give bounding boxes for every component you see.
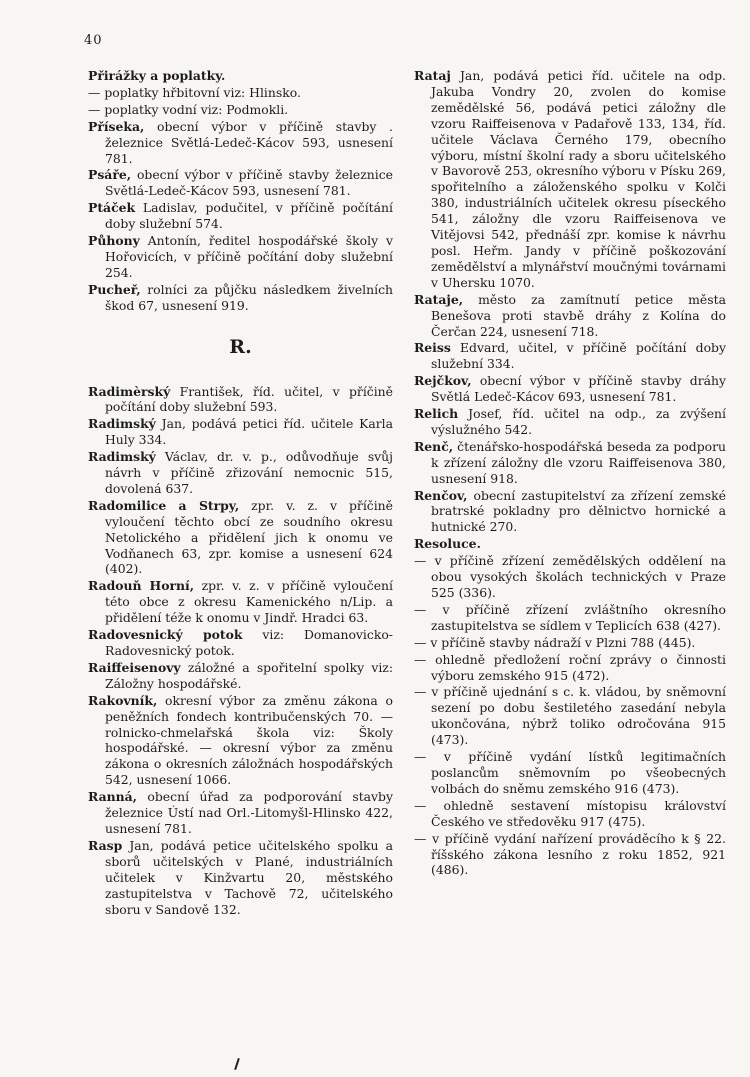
entries-r-right <box>414 68 726 878</box>
index-entry <box>414 439 726 487</box>
entry-heading: Příseka, <box>88 118 145 134</box>
index-entry <box>414 602 726 634</box>
entry-text: — v příčině stavby nádraží v Plzni 788 (445). <box>414 634 696 650</box>
index-entry <box>88 282 393 314</box>
entry-heading: Renčov, <box>414 487 468 503</box>
entry-heading: Rasp <box>88 837 123 853</box>
page-number: 40 <box>84 33 103 48</box>
index-entry <box>414 652 726 684</box>
entry-text: obecní úřad za podporování stavby železnice Ústí nad Orl.-Litomyšl-Hlinsko 422, usnesení 781. <box>105 789 393 836</box>
index-entry <box>88 693 393 788</box>
entries-p <box>88 68 393 314</box>
index-entry <box>88 416 393 448</box>
entry-heading: Ranná, <box>88 789 137 805</box>
entry-heading: Pucheř, <box>88 281 141 297</box>
index-entry <box>414 798 726 830</box>
entries-r-left <box>88 384 393 918</box>
entry-text: rolníci za půjčku následkem živelních škod 67, usnesení 919. <box>105 281 393 313</box>
entry-text: — v příčině vydání nařízení prováděcího k § 22. říšského zákona lesního z roku 1852, 921 (486). <box>414 830 726 878</box>
left-column <box>88 68 393 918</box>
index-entry <box>88 102 393 118</box>
entry-heading: Radimèrský <box>88 383 171 399</box>
entry-text: Jan, podává petici říd. učitele Karla Huly 334. <box>105 416 393 448</box>
entry-text: obecní výbor v příčině stavby dráhy Světlá Ledeč-Kácov 693, usnesení 781. <box>431 373 726 405</box>
index-entry <box>414 488 726 536</box>
index-entry <box>88 200 393 232</box>
entry-heading: Radovesnický potok <box>88 627 243 643</box>
entry-heading: Rataje, <box>414 291 464 307</box>
entry-heading: Raiffeisenovy <box>88 659 181 675</box>
entry-heading: Renč, <box>414 438 454 454</box>
entry-text: Josef, říd. učitel na odp., za zvýšení výslužného 542. <box>431 406 726 437</box>
entry-text: — v příčině zřízení zemědělských oddělení na obou vysokých školách technických v Praze 525 (336). <box>414 553 726 600</box>
entry-text: — v příčině zřízení zvláštního okresního zastupitelstva se sídlem v Teplicích 638 (427). <box>414 601 726 633</box>
index-entry <box>414 831 726 879</box>
index-entry <box>414 684 726 748</box>
entry-heading: Radimský <box>88 449 156 465</box>
index-entry <box>414 340 726 372</box>
entry-text: město za zamítnutí petice města Benešova proti stavbě dráhy z Kolína do Čerčan 224, usnesení 718. <box>431 291 726 339</box>
entry-heading: Rejčkov, <box>414 373 472 389</box>
entry-text: — v příčině vydání lístků legitimačních poslancům sněmovním po všeobecných volbách do sněmu zemského 916 (473). <box>414 749 726 796</box>
entry-text: František, říd. učitel, v příčině počítání doby služební 593. <box>105 383 393 415</box>
entry-heading: Půhony <box>88 233 140 249</box>
entry-heading: Rakovník, <box>88 692 158 708</box>
entry-text: — poplatky hřbitovní viz: Hlinsko. <box>88 84 301 100</box>
stray-ink-mark <box>234 1058 240 1070</box>
entry-text: — ohledně sestavení místopisu království Českého ve středověku 917 (475). <box>414 797 726 829</box>
entry-text: okresní výbor za změnu zákona o peněžních fondech kontribučenských 70. — rolnicko-chmelařská škola viz: Školy hospodářské. — okresní výbor za změnu zákona o okresních záložnách hospodářských 542, usnesení 1066. <box>105 692 393 788</box>
entry-text: Václav, dr. v. p., odůvodňuje svůj návrh v příčině zřizování nemocnic 515, dovolená 637. <box>105 449 393 496</box>
entry-heading: Psáře, <box>88 167 132 183</box>
entry-text: — ohledně předložení roční zprávy o činnosti výboru zemského 915 (472). <box>414 651 726 683</box>
index-entry <box>414 536 726 552</box>
entry-heading: Ptáček <box>88 200 136 216</box>
section-letter: R. <box>229 335 252 358</box>
index-entry <box>414 749 726 797</box>
entry-text: — poplatky vodní viz: Podmokli. <box>88 101 289 117</box>
index-entry <box>88 660 393 692</box>
entry-text: — v příčině ujednání s c. k. vládou, by sněmovní sezení po dobu šestiletého zasedání nebyla ukončována, nýbrž toliko odročována 915 (473). <box>414 684 726 748</box>
index-entry <box>414 292 726 340</box>
entry-heading: Relich <box>414 406 459 422</box>
entry-text: Ladislav, podučitel, v příčině počítání doby služební 574. <box>105 200 393 232</box>
entry-text: Jan, podává petici říd. učitele na odp. Jakuba Vondry 20, zvolen do komise zemědělské 56, podává petici záložny dle vzoru Raiffeisenova v Padařově 133, 134, říd. učitele Václava Černého 179, obecního výboru, místní školní rady a sboru učitelského v Bavorově 253, okresního výboru v Písku 269, spořitelního a záloženského spolku v Kolči 380, industriálních učitelek okresu píseckého 541, záložny dle vzoru Raiffeisenova ve Vitějovsi 542, přednáší zpr. komise k návrhu posl. Heřm. Jandy v příčině poškozování zemědělství a mlynářství moučnými továrnami v Uhersku 1070. <box>431 68 726 290</box>
index-entry <box>88 498 393 578</box>
entry-text: čtenářsko-hospodářská beseda za podporu k zřízení záložny dle vzoru Raiffeisenova 380, usnesení 918. <box>431 438 726 486</box>
index-entry <box>88 167 393 199</box>
index-entry <box>414 373 726 405</box>
index-entry <box>88 627 393 659</box>
entry-text: obecní zastupitelství za zřízení zemské bratrské pokladny pro dělnictvo hornické a hutnické 270. <box>431 487 726 535</box>
entry-heading: Rataj <box>414 68 451 83</box>
entry-text: zpr. v. z. v příčině vyloučení těchto obcí ze soudního okresu Netolického a přidělení jich k onomu ve Vodňanech 63, zpr. komise a usnesení 624 (402). <box>105 497 393 577</box>
index-entry <box>88 384 393 416</box>
entry-text: Antonín, ředitel hospodářské školy v Hořovicích, v příčině počítání doby služební 254. <box>105 233 393 280</box>
entry-heading: Reiss <box>414 340 451 356</box>
entry-text: Edvard, učitel, v příčině počítání doby služební 334. <box>431 340 726 372</box>
index-entry <box>88 68 393 84</box>
entry-text: viz: Domanovicko-Radovesnický potok. <box>105 627 393 658</box>
index-entry <box>414 406 726 438</box>
entry-text: obecní výbor v příčině stavby železnice Světlá-Ledeč-Kácov 593, usnesení 781. <box>105 167 393 199</box>
index-entry <box>88 449 393 497</box>
index-entry <box>88 789 393 837</box>
index-entry <box>88 838 393 918</box>
entry-heading: Radouň Horní, <box>88 578 195 594</box>
right-column <box>414 68 726 879</box>
entry-text: obecní výbor v příčině stavby . železnice Světlá-Ledeč-Kácov 593, usnesení 781. <box>105 118 393 166</box>
entry-text: Jan, podává petice učitelského spolku a sborů učitelských v Plané, industriálních učitelek v Kinžvartu 20, městského zastupitelstva v Tachově 72, učitelského sboru v Sandově 132. <box>105 837 393 917</box>
entry-heading: Radomilice a Strpy, <box>88 497 240 513</box>
index-entry <box>88 119 393 167</box>
index-entry <box>414 635 726 651</box>
entry-heading: Resoluce. <box>414 536 481 552</box>
index-entry <box>414 553 726 601</box>
index-entry <box>88 85 393 101</box>
index-entry <box>414 68 726 291</box>
index-entry <box>88 578 393 626</box>
entry-heading: Přirážky a poplatky. <box>88 68 226 83</box>
index-entry <box>88 233 393 281</box>
entry-text: zpr. v. z. v příčině vyloučení této obce z okresu Kamenického n/Lip. a přidělení téže k onomu v Jindř. Hradci 63. <box>105 578 393 626</box>
entry-text: záložné a spořitelní spolky viz: Záložny hospodářské. <box>105 659 393 691</box>
entry-heading: Radimský <box>88 416 156 432</box>
